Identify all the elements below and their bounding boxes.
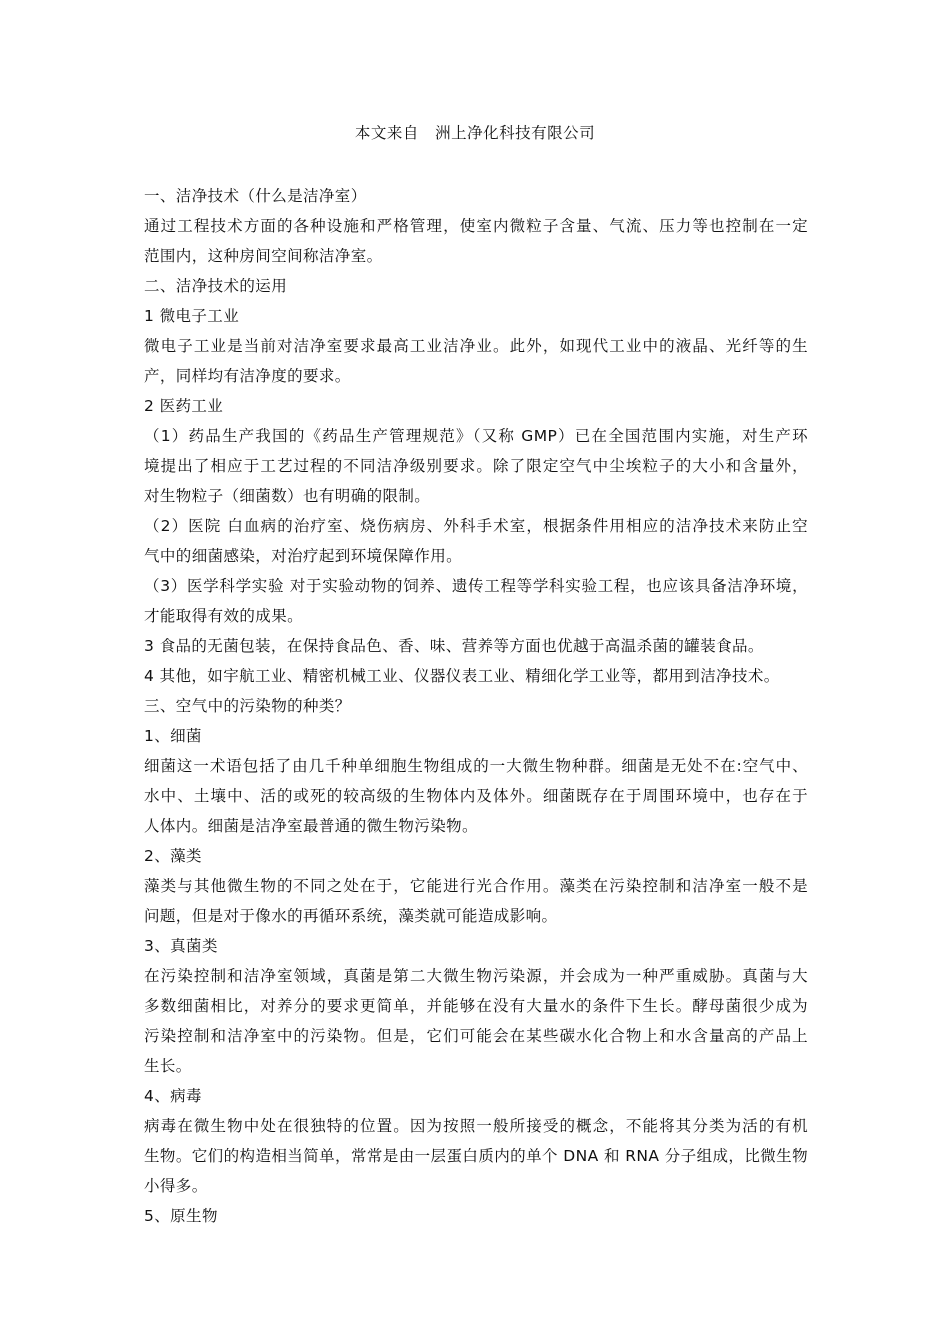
text-line: 3 食品的无菌包装，在保持食品色、香、味、营养等方面也优越于高温杀菌的罐装食品。: [144, 637, 764, 655]
text-line: 人体内。细菌是洁净室最普通的微生物污染物。: [144, 817, 478, 835]
text-line: 2、藻类: [144, 847, 202, 865]
text-line: 藻类与其他微生物的不同之处在于，它能进行光合作用。藻类在污染控制和洁净室一般不是: [144, 877, 808, 895]
text-line: 3、真菌类: [144, 937, 218, 955]
text-line: 细菌这一术语包括了由几千种单细胞生物组成的一大微生物种群。细菌是无处不在:空气中、: [144, 757, 808, 775]
text-line: （3）医学科学实验 对于实验动物的饲养、遗传工程等学科实验工程，也应该具备洁净环境，: [144, 577, 808, 595]
text-line: 5、原生物: [144, 1207, 218, 1225]
text-line: 1 微电子工业: [144, 307, 240, 325]
text-line: 4、病毒: [144, 1087, 202, 1105]
text-line: 水中、土壤中、活的或死的较高级的生物体内及体外。细菌既存在于周围环境中，也存在于: [144, 787, 808, 805]
text-line: 一、洁净技术（什么是洁净室）: [144, 187, 367, 205]
text-line: 产，同样均有洁净度的要求。: [144, 367, 351, 385]
text-line: （2）医院 白血病的治疗室、烧伤病房、外科手术室，根据条件用相应的洁净技术来防止空: [144, 517, 808, 535]
text-line: 境提出了相应于工艺过程的不同洁净级别要求。除了限定空气中尘埃粒子的大小和含量外，: [144, 457, 808, 475]
text-line: 生物。它们的构造相当简单，常常是由一层蛋白质内的单个 DNA 和 RNA 分子组成，比微生物: [144, 1147, 808, 1165]
text-line: 1、细菌: [144, 727, 202, 745]
text-line: 才能取得有效的成果。: [144, 607, 304, 625]
text-line: 污染控制和洁净室中的污染物。但是，它们可能会在某些碳水化合物上和水含量高的产品上: [144, 1027, 808, 1045]
text-line: （1）药品生产我国的《药品生产管理规范》（又称 GMP）已在全国范围内实施，对生产环: [144, 427, 808, 445]
text-line: 微电子工业是当前对洁净室要求最高工业洁净业。此外，如现代工业中的液晶、光纤等的生: [144, 337, 808, 355]
text-line: 小得多。: [144, 1177, 208, 1195]
document-body: [144, 181, 808, 1231]
text-line: 在污染控制和洁净室领域，真菌是第二大微生物污染源，并会成为一种严重威胁。真菌与大: [144, 967, 808, 985]
text-line: 问题，但是对于像水的再循环系统，藻类就可能造成影响。: [144, 907, 558, 925]
text-line: 4 其他，如宇航工业、精密机械工业、仪器仪表工业、精细化学工业等，都用到洁净技术。: [144, 667, 780, 685]
text-line: 生长。: [144, 1057, 192, 1075]
text-line: 二、洁净技术的运用: [144, 277, 288, 295]
document-title: 本文来自 洲上净化科技有限公司: [354, 124, 596, 142]
text-line: 多数细菌相比，对养分的要求更简单，并能够在没有大量水的条件下生长。酵母菌很少成为: [144, 997, 808, 1015]
text-line: 三、空气中的污染物的种类？: [144, 697, 351, 715]
text-line: 2 医药工业: [144, 397, 224, 415]
text-line: 通过工程技术方面的各种设施和严格管理，使室内微粒子含量、气流、压力等也控制在一定: [144, 217, 808, 235]
text-line: 病毒在微生物中处在很独特的位置。因为按照一般所接受的概念，不能将其分类为活的有机: [144, 1117, 808, 1135]
text-line: 范围内，这种房间空间称洁净室。: [144, 247, 383, 265]
text-line: 对生物粒子（细菌数）也有明确的限制。: [144, 487, 431, 505]
text-line: 气中的细菌感染，对治疗起到环境保障作用。: [144, 547, 463, 565]
